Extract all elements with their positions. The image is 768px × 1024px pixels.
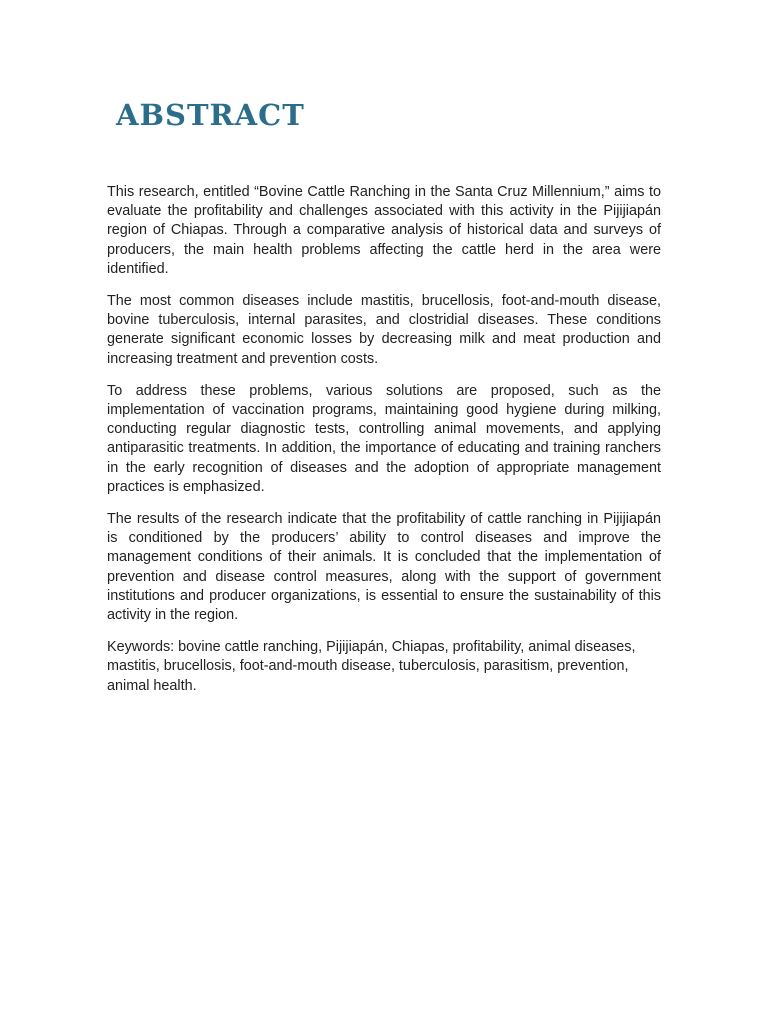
abstract-paragraph-4: The results of the research indicate that the profitability of cattle ranching in Pijijiapán is conditioned by the producers’ ability to control diseases and improve the management conditions of their animals. It is concluded that the implementation of prevention and disease control measures, along with the support of government institutions and producer organizations, is essential to ensure the sustainability of this activity in the region. (107, 511, 661, 624)
keywords-paragraph: Keywords: bovine cattle ranching, Pijijiapán, Chiapas, profitability, animal diseases, mastitis, brucellosis, foot-and-mouth disease, tuberculosis, parasitism, prevention, animal health. (107, 639, 636, 694)
abstract-body (107, 183, 661, 709)
abstract-paragraph-2: The most common diseases include mastitis, brucellosis, foot-and-mouth disease, bovine tuberculosis, internal parasites, and clostridial diseases. These conditions generate significant economic losses by decreasing milk and meat production and increasing treatment and prevention costs. (107, 293, 661, 367)
abstract-heading: ABSTRACT (116, 98, 305, 132)
abstract-paragraph-1: This research, entitled “Bovine Cattle Ranching in the Santa Cruz Millennium,” aims to evaluate the profitability and challenges associated with this activity in the Pijijiapán region of Chiapas. Through a comparative analysis of historical data and surveys of producers, the main health problems affecting the cattle herd in the area were identified. (107, 184, 661, 277)
abstract-paragraph-3: To address these problems, various solutions are proposed, such as the implementation of vaccination programs, maintaining good hygiene during milking, conducting regular diagnostic tests, controlling animal movements, and applying antiparasitic treatments. In addition, the importance of educating and training ranchers in the early recognition of diseases and the adoption of appropriate management practices is emphasized. (107, 382, 661, 495)
